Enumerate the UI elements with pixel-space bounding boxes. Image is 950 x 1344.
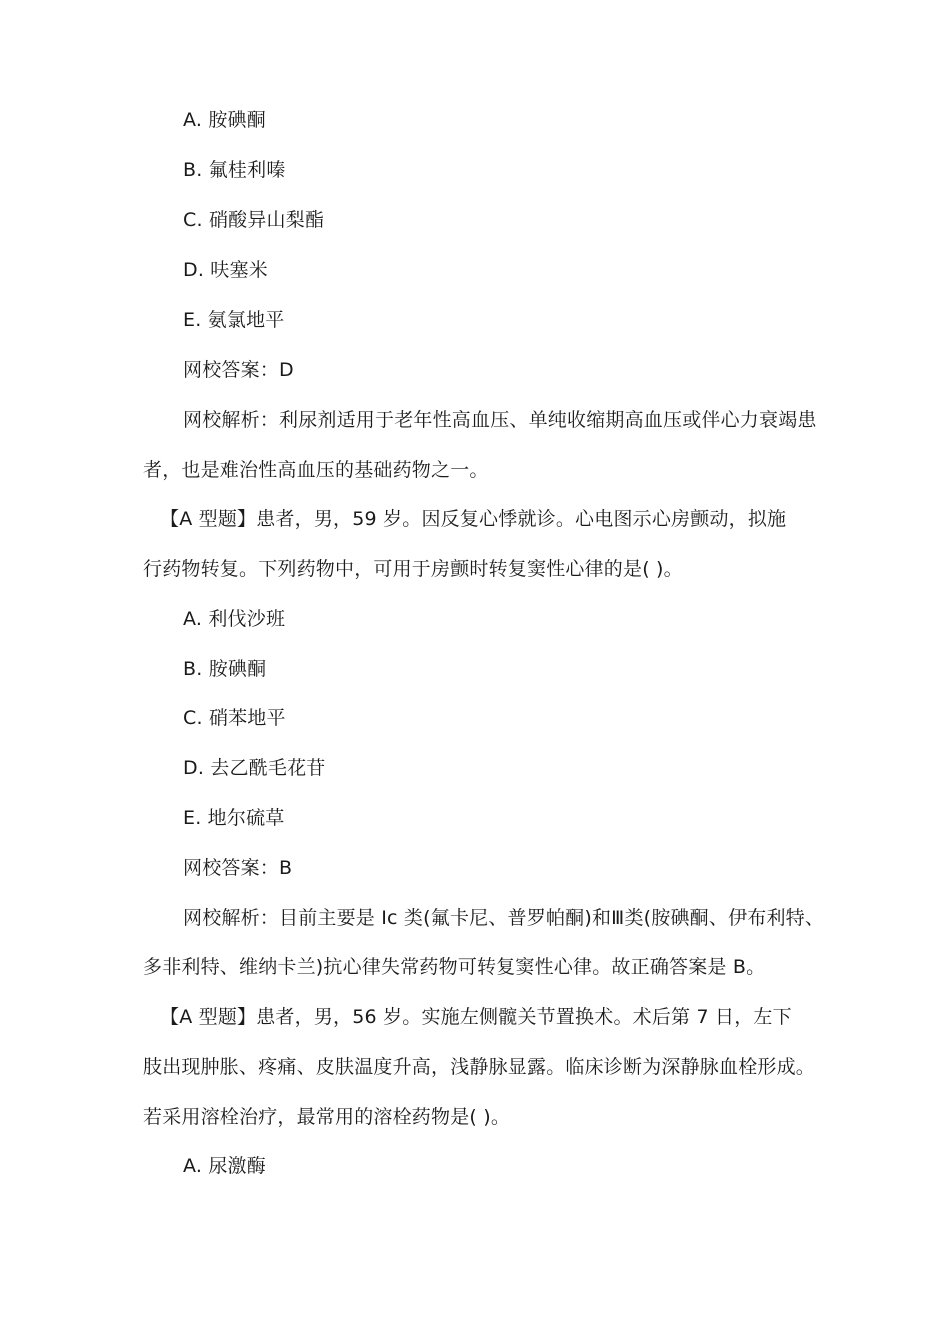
q1-option-a: A. 胺碘酮 [183,109,266,131]
q2-stem-line2: 行药物转复。下列药物中，可用于房颤时转复窦性心律的是( )。 [143,558,683,580]
q1-option-b: B. 氟桂利嗪 [183,159,286,181]
q2-option-c: C. 硝苯地平 [183,707,286,729]
q2-answer: 网校答案：B [183,857,293,879]
q1-answer: 网校答案：D [183,359,294,381]
q1-analysis-line2: 者，也是难治性高血压的基础药物之一。 [143,459,489,481]
q2-option-a: A. 利伐沙班 [183,608,286,630]
q2-stem-line1: 【A 型题】患者，男，59 岁。因反复心悸就诊。心电图示心房颤动，拟施 [160,508,787,530]
q3-stem-line2: 肢出现肿胀、疼痛、皮肤温度升高，浅静脉显露。临床诊断为深静脉血栓形成。 [143,1056,816,1078]
q1-option-d: D. 呋塞米 [183,259,268,281]
q2-option-e: E. 地尔硫草 [183,807,285,829]
q1-option-e: E. 氨氯地平 [183,309,285,331]
q1-analysis-line1: 网校解析：利尿剂适用于老年性高血压、单纯收缩期高血压或伴心力衰竭患 [183,409,817,431]
q2-analysis-line2: 多非利特、维纳卡兰)抗心律失常药物可转复窦性心律。故正确答案是 B。 [143,956,766,978]
q1-option-c: C. 硝酸异山梨酯 [183,209,325,231]
q2-option-b: B. 胺碘酮 [183,658,267,680]
q3-option-a: A. 尿激酶 [183,1155,266,1177]
q3-stem-line1: 【A 型题】患者，男，56 岁。实施左侧髋关节置换术。术后第 7 日，左下 [160,1006,792,1028]
q3-stem-line3: 若采用溶栓治疗，最常用的溶栓药物是( )。 [143,1106,511,1128]
q2-option-d: D. 去乙酰毛花苷 [183,757,326,779]
q2-analysis-line1: 网校解析：目前主要是 Ic 类(氟卡尼、普罗帕酮)和Ⅲ类(胺碘酮、伊布利特、 [183,907,825,929]
